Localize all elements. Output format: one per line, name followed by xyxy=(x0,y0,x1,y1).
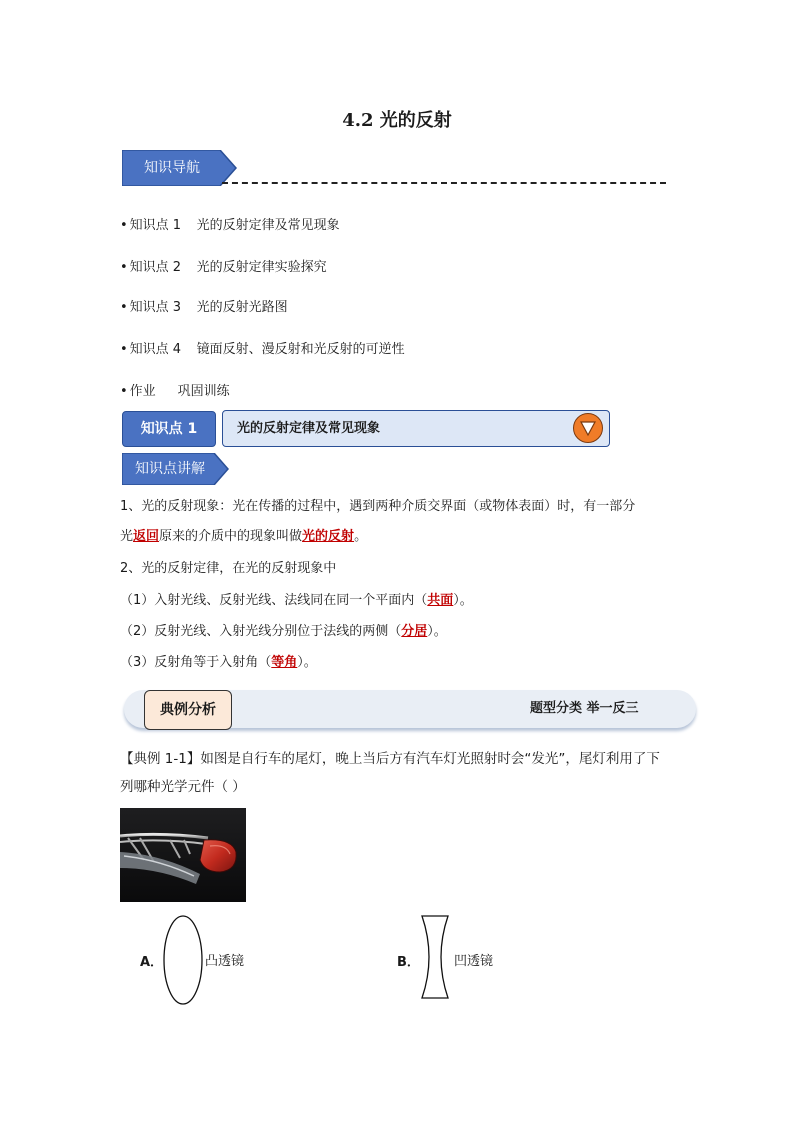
nav-divider xyxy=(222,182,666,184)
knowledge-nav-banner xyxy=(122,150,238,186)
option-a-letter[interactable]: A． xyxy=(140,955,164,970)
option-b-text: 凹透镜 xyxy=(454,954,494,969)
nav-item-1: • 知识点 1 光的反射定律及常见现象 xyxy=(120,218,340,233)
kp-title-bar xyxy=(222,410,610,447)
convex-lens-icon xyxy=(162,914,204,1006)
kp-number-box: 知识点 1 xyxy=(122,411,216,447)
concave-lens-icon xyxy=(416,914,454,1000)
para-1-line-2: 光返回原来的介质中的现象叫做光的反射。 xyxy=(120,529,368,544)
para-3: （1）入射光线、反射光线、法线同在同一个平面内（共面）。 xyxy=(120,593,473,608)
option-b-letter[interactable]: B． xyxy=(397,955,420,970)
para-5: （3）反射角等于入射角（等角）。 xyxy=(120,655,317,670)
nav-item-4: • 知识点 4 镜面反射、漫反射和光反射的可逆性 xyxy=(120,342,405,357)
kp-title-text: 光的反射定律及常见现象 xyxy=(237,421,381,436)
para-1-line-1: 1、光的反射现象：光在传播的过程中，遇到两种介质交界面（或物体表面）时，有一部分 xyxy=(120,499,636,514)
explain-label: 知识点讲解 xyxy=(135,461,205,477)
nav-item-3: • 知识点 3 光的反射光路图 xyxy=(120,300,288,315)
example-subtitle: 题型分类 举一反三 xyxy=(530,701,639,716)
option-a-text: 凸透镜 xyxy=(205,954,245,969)
nav-item-homework: • 作业 巩固训练 xyxy=(120,384,230,399)
para-2: 2、光的反射定律，在光的反射现象中 xyxy=(120,561,337,576)
bike-tail-light-photo xyxy=(120,808,246,902)
nav-item-2: • 知识点 2 光的反射定律实验探究 xyxy=(120,260,327,275)
example-tag: 典例分析 xyxy=(144,690,232,730)
knowledge-nav-label: 知识导航 xyxy=(144,160,200,176)
question-text: 【典例 1-1】如图是自行车的尾灯，晚上当后方有汽车灯光照射时会“发光”，尾灯利用了下 列哪种光学元件（ ） xyxy=(120,751,660,795)
explain-banner xyxy=(122,453,230,485)
para-4: （2）反射光线、入射光线分别位于法线的两侧（分居）。 xyxy=(120,624,447,639)
triangle-down-icon xyxy=(573,413,603,443)
page-title: 4.2 光的反射 xyxy=(342,110,452,131)
